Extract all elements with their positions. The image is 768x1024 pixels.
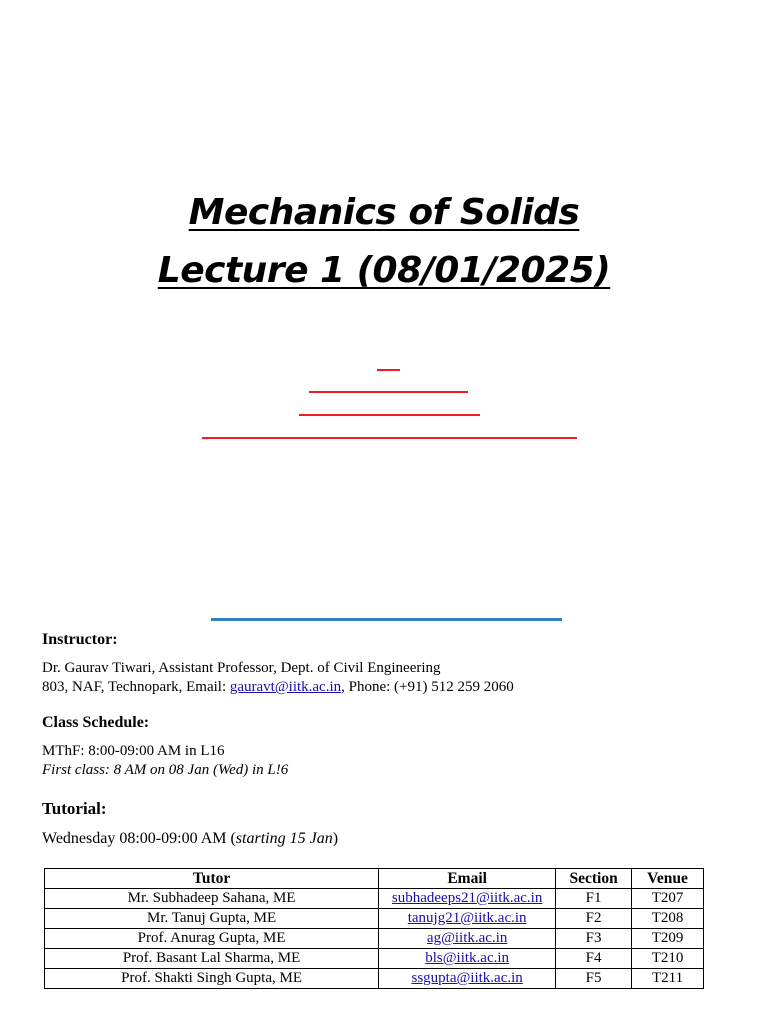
red-rule-1 [377, 369, 400, 371]
table-row [45, 889, 704, 909]
tutorial-line [42, 830, 338, 848]
header-section: Section [556, 869, 632, 889]
header-venue: Venue [632, 869, 704, 889]
red-rule-2 [309, 391, 468, 393]
tutor-email-link[interactable]: subhadeeps21@iitk.ac.in [391, 890, 543, 906]
tutorial-start: starting 15 Jan [235, 830, 333, 847]
schedule-line-1: MThF: 8:00-09:00 AM in L16 [42, 743, 225, 759]
lecture-subtitle: Lecture 1 (08/01/2025) [157, 250, 611, 291]
red-rule-3 [299, 414, 480, 416]
table-row [45, 949, 704, 969]
tutor-name: Mr. Subhadeep Sahana, ME [45, 889, 379, 909]
tutorial-heading: Tutorial: [42, 799, 107, 818]
tutor-section: F1 [556, 889, 632, 909]
tutor-venue: T208 [632, 909, 704, 929]
tutor-venue: T211 [632, 969, 704, 989]
blue-rule [211, 618, 562, 621]
tutor-email-link[interactable]: bls@iitk.ac.in [425, 950, 510, 966]
tutor-venue: T209 [632, 929, 704, 949]
tutorial-time: Wednesday 08:00-09:00 AM ( [42, 830, 236, 847]
instructor-heading: Instructor: [42, 631, 118, 648]
header-tutor: Tutor [45, 869, 379, 889]
tutor-section: F4 [556, 949, 632, 969]
tutor-section: F3 [556, 929, 632, 949]
tutor-name: Mr. Tanuj Gupta, ME [45, 909, 379, 929]
schedule-line-2: First class: 8 AM on 08 Jan (Wed) in L!6 [42, 762, 289, 778]
tutor-name: Prof. Basant Lal Sharma, ME [45, 949, 379, 969]
red-rule-4 [202, 437, 577, 439]
tutor-name: Prof. Anurag Gupta, ME [45, 929, 379, 949]
tutor-email-cell [379, 969, 556, 989]
tutor-name: Prof. Shakti Singh Gupta, ME [45, 969, 379, 989]
tutor-venue: T207 [632, 889, 704, 909]
table-header-row [45, 869, 704, 889]
table-row [45, 969, 704, 989]
instructor-phone: , Phone: (+91) 512 259 2060 [341, 679, 514, 695]
tutor-email-link[interactable]: ssgupta@iitk.ac.in [411, 970, 523, 986]
tutorial-close-paren: ) [332, 830, 339, 847]
table-row [45, 929, 704, 949]
instructor-line-1: Dr. Gaurav Tiwari, Assistant Professor, Dept. of Civil Engineering [42, 660, 441, 676]
instructor-line-2 [42, 679, 514, 696]
tutor-email-cell [379, 889, 556, 909]
instructor-email-link[interactable]: gauravt@iitk.ac.in [229, 679, 342, 695]
tutor-venue: T210 [632, 949, 704, 969]
tutor-email-cell [379, 909, 556, 929]
instructor-address: 803, NAF, Technopark, Email: [42, 679, 230, 695]
document-title: Mechanics of Solids [188, 192, 580, 233]
tutor-section: F5 [556, 969, 632, 989]
tutor-section: F2 [556, 909, 632, 929]
tutor-email-link[interactable]: tanujg21@iitk.ac.in [407, 910, 527, 926]
tutor-email-cell [379, 949, 556, 969]
tutor-table [44, 868, 704, 989]
tutor-email-link[interactable]: ag@iitk.ac.in [426, 930, 508, 946]
header-email: Email [379, 869, 556, 889]
table-row [45, 909, 704, 929]
tutor-email-cell [379, 929, 556, 949]
schedule-heading: Class Schedule: [42, 714, 150, 731]
